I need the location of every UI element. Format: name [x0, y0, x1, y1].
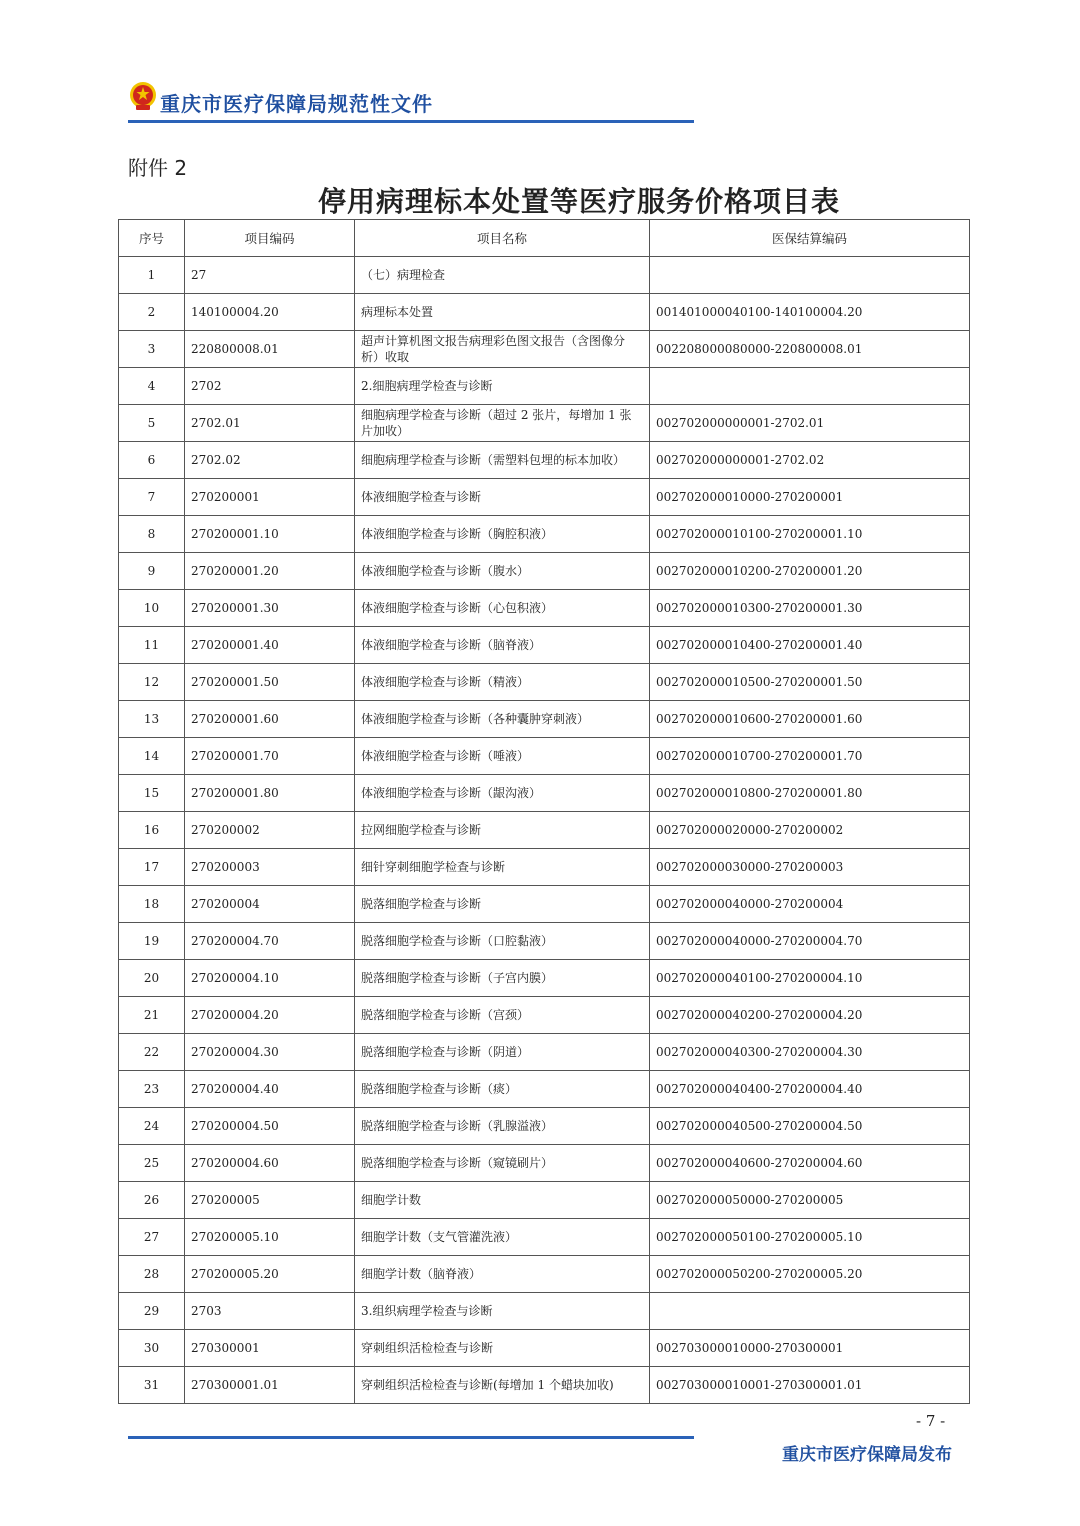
cell-insurance-code: 002703000010001-270300001.01	[650, 1367, 970, 1404]
table-row	[119, 1367, 970, 1404]
cell-code: 270200001.70	[185, 738, 355, 775]
cell-no: 22	[119, 1034, 185, 1071]
page-title: 停用病理标本处置等医疗服务价格项目表	[318, 185, 841, 218]
cell-name: 穿刺组织活检检查与诊断(每增加 1 个蜡块加收)	[355, 1367, 650, 1404]
page-number: - 7 -	[916, 1412, 946, 1430]
cell-insurance-code	[650, 257, 970, 294]
cell-code: 270200005	[185, 1182, 355, 1219]
table-row	[119, 368, 970, 405]
table-row	[119, 1071, 970, 1108]
cell-no: 7	[119, 479, 185, 516]
cell-no: 8	[119, 516, 185, 553]
cell-insurance-code: 002702000010800-270200001.80	[650, 775, 970, 812]
cell-no: 19	[119, 923, 185, 960]
price-items-table	[118, 219, 970, 1404]
cell-name: 病理标本处置	[355, 294, 650, 331]
cell-name: 细胞病理学检查与诊断（超过 2 张片，每增加 1 张片加收）	[355, 405, 650, 442]
cell-code: 2702.02	[185, 442, 355, 479]
table-row	[119, 479, 970, 516]
cell-insurance-code: 002702000050100-270200005.10	[650, 1219, 970, 1256]
cell-name: 细胞学计数	[355, 1182, 650, 1219]
cell-name: 脱落细胞学检查与诊断	[355, 886, 650, 923]
cell-code: 270200003	[185, 849, 355, 886]
table-row	[119, 960, 970, 997]
column-header-name: 项目名称	[355, 220, 650, 257]
cell-no: 12	[119, 664, 185, 701]
cell-name: 细胞学计数（支气管灌洗液）	[355, 1219, 650, 1256]
cell-name: 超声计算机图文报告病理彩色图文报告（含图像分析）收取	[355, 331, 650, 368]
cell-code: 140100004.20	[185, 294, 355, 331]
cell-name: 2.细胞病理学检查与诊断	[355, 368, 650, 405]
cell-code: 270200004.10	[185, 960, 355, 997]
table-row	[119, 1256, 970, 1293]
cell-insurance-code	[650, 1293, 970, 1330]
cell-insurance-code: 002703000010000-270300001	[650, 1330, 970, 1367]
cell-name: 脱落细胞学检查与诊断（宫颈）	[355, 997, 650, 1034]
table-row	[119, 886, 970, 923]
cell-name: 体液细胞学检查与诊断（各种囊肿穿刺液）	[355, 701, 650, 738]
cell-no: 20	[119, 960, 185, 997]
cell-no: 25	[119, 1145, 185, 1182]
table-header-row	[119, 220, 970, 257]
cell-code: 270200004.40	[185, 1071, 355, 1108]
cell-insurance-code: 002702000010600-270200001.60	[650, 701, 970, 738]
cell-code: 270200002	[185, 812, 355, 849]
cell-no: 1	[119, 257, 185, 294]
cell-insurance-code: 002208000080000-220800008.01	[650, 331, 970, 368]
cell-code: 270200004.70	[185, 923, 355, 960]
table-row	[119, 516, 970, 553]
cell-no: 23	[119, 1071, 185, 1108]
cell-name: 脱落细胞学检查与诊断（子宫内膜）	[355, 960, 650, 997]
table-row	[119, 1182, 970, 1219]
cell-name: 细胞学计数（脑脊液）	[355, 1256, 650, 1293]
table-row	[119, 1293, 970, 1330]
cell-code: 270200001.80	[185, 775, 355, 812]
header-title: 重庆市医疗保障局规范性文件	[160, 92, 433, 116]
cell-name: 细针穿刺细胞学检查与诊断	[355, 849, 650, 886]
cell-insurance-code: 002702000040300-270200004.30	[650, 1034, 970, 1071]
table-row	[119, 701, 970, 738]
table-row	[119, 1219, 970, 1256]
cell-code: 2703	[185, 1293, 355, 1330]
table-row	[119, 812, 970, 849]
table-row	[119, 294, 970, 331]
cell-no: 6	[119, 442, 185, 479]
cell-code: 270300001	[185, 1330, 355, 1367]
cell-insurance-code: 002702000010200-270200001.20	[650, 553, 970, 590]
cell-no: 10	[119, 590, 185, 627]
cell-code: 220800008.01	[185, 331, 355, 368]
cell-name: 体液细胞学检查与诊断（龈沟液）	[355, 775, 650, 812]
cell-no: 4	[119, 368, 185, 405]
table-row	[119, 849, 970, 886]
cell-insurance-code: 002702000040100-270200004.10	[650, 960, 970, 997]
cell-no: 15	[119, 775, 185, 812]
publisher: 重庆市医疗保障局发布	[782, 1445, 952, 1465]
cell-no: 28	[119, 1256, 185, 1293]
cell-insurance-code: 002702000050000-270200005	[650, 1182, 970, 1219]
cell-code: 27	[185, 257, 355, 294]
cell-no: 2	[119, 294, 185, 331]
cell-no: 18	[119, 886, 185, 923]
cell-no: 21	[119, 997, 185, 1034]
table-row	[119, 997, 970, 1034]
cell-code: 270200004	[185, 886, 355, 923]
table-row	[119, 775, 970, 812]
cell-no: 13	[119, 701, 185, 738]
table-row	[119, 553, 970, 590]
cell-insurance-code: 002702000010500-270200001.50	[650, 664, 970, 701]
cell-code: 270200004.30	[185, 1034, 355, 1071]
cell-no: 26	[119, 1182, 185, 1219]
cell-no: 24	[119, 1108, 185, 1145]
cell-no: 30	[119, 1330, 185, 1367]
cell-name: 体液细胞学检查与诊断	[355, 479, 650, 516]
column-header-code: 项目编码	[185, 220, 355, 257]
cell-code: 270200001.30	[185, 590, 355, 627]
cell-no: 31	[119, 1367, 185, 1404]
footer-divider	[128, 1436, 694, 1439]
cell-insurance-code: 002702000040200-270200004.20	[650, 997, 970, 1034]
table-row	[119, 331, 970, 368]
table-row	[119, 923, 970, 960]
cell-insurance-code: 002702000040000-270200004.70	[650, 923, 970, 960]
national-emblem-icon	[128, 80, 158, 112]
cell-no: 17	[119, 849, 185, 886]
cell-code: 270200001.10	[185, 516, 355, 553]
document-header	[128, 76, 694, 124]
cell-name: 体液细胞学检查与诊断（心包积液）	[355, 590, 650, 627]
cell-name: 脱落细胞学检查与诊断（窥镜刷片）	[355, 1145, 650, 1182]
cell-no: 16	[119, 812, 185, 849]
cell-insurance-code: 002702000030000-270200003	[650, 849, 970, 886]
table-row	[119, 738, 970, 775]
cell-code: 270200004.60	[185, 1145, 355, 1182]
cell-name: 脱落细胞学检查与诊断（痰）	[355, 1071, 650, 1108]
table-row	[119, 627, 970, 664]
table-row	[119, 442, 970, 479]
cell-code: 2702	[185, 368, 355, 405]
cell-insurance-code: 002702000010300-270200001.30	[650, 590, 970, 627]
cell-insurance-code: 002702000050200-270200005.20	[650, 1256, 970, 1293]
cell-code: 270200001	[185, 479, 355, 516]
cell-insurance-code: 002702000010000-270200001	[650, 479, 970, 516]
cell-no: 27	[119, 1219, 185, 1256]
table-row	[119, 1034, 970, 1071]
cell-insurance-code	[650, 368, 970, 405]
table-row	[119, 1145, 970, 1182]
cell-insurance-code: 002702000010400-270200001.40	[650, 627, 970, 664]
cell-name: 脱落细胞学检查与诊断（阴道）	[355, 1034, 650, 1071]
cell-code: 270200001.40	[185, 627, 355, 664]
cell-insurance-code: 002702000040400-270200004.40	[650, 1071, 970, 1108]
cell-code: 270200001.60	[185, 701, 355, 738]
cell-code: 270300001.01	[185, 1367, 355, 1404]
cell-no: 3	[119, 331, 185, 368]
cell-name: 体液细胞学检查与诊断（唾液）	[355, 738, 650, 775]
table-row	[119, 1330, 970, 1367]
cell-insurance-code: 002702000020000-270200002	[650, 812, 970, 849]
cell-name: 体液细胞学检查与诊断（腹水）	[355, 553, 650, 590]
cell-name: 脱落细胞学检查与诊断（口腔黏液）	[355, 923, 650, 960]
table-body	[119, 257, 970, 1404]
cell-insurance-code: 002702000000001-2702.02	[650, 442, 970, 479]
cell-code: 270200004.50	[185, 1108, 355, 1145]
header-divider	[128, 120, 694, 123]
cell-insurance-code: 001401000040100-140100004.20	[650, 294, 970, 331]
cell-name: 体液细胞学检查与诊断（脑脊液）	[355, 627, 650, 664]
cell-code: 270200001.50	[185, 664, 355, 701]
cell-insurance-code: 002702000040600-270200004.60	[650, 1145, 970, 1182]
cell-code: 270200004.20	[185, 997, 355, 1034]
table-row	[119, 664, 970, 701]
cell-code: 270200005.20	[185, 1256, 355, 1293]
cell-name: 体液细胞学检查与诊断（精液）	[355, 664, 650, 701]
cell-name: 体液细胞学检查与诊断（胸腔积液）	[355, 516, 650, 553]
cell-name: 脱落细胞学检查与诊断（乳腺溢液）	[355, 1108, 650, 1145]
cell-insurance-code: 002702000040000-270200004	[650, 886, 970, 923]
cell-code: 270200001.20	[185, 553, 355, 590]
cell-name: 穿刺组织活检检查与诊断	[355, 1330, 650, 1367]
cell-insurance-code: 002702000010100-270200001.10	[650, 516, 970, 553]
cell-name: 细胞病理学检查与诊断（需塑料包埋的标本加收）	[355, 442, 650, 479]
cell-name: 3.组织病理学检查与诊断	[355, 1293, 650, 1330]
table-row	[119, 257, 970, 294]
cell-no: 29	[119, 1293, 185, 1330]
table-row	[119, 590, 970, 627]
cell-insurance-code: 002702000010700-270200001.70	[650, 738, 970, 775]
attachment-label: 附件 2	[128, 156, 188, 180]
cell-code: 2702.01	[185, 405, 355, 442]
table-row	[119, 405, 970, 442]
cell-no: 5	[119, 405, 185, 442]
cell-no: 9	[119, 553, 185, 590]
column-header-no: 序号	[119, 220, 185, 257]
cell-insurance-code: 002702000040500-270200004.50	[650, 1108, 970, 1145]
column-header-insurance-code: 医保结算编码	[650, 220, 970, 257]
table-row	[119, 1108, 970, 1145]
cell-no: 14	[119, 738, 185, 775]
cell-name: 拉网细胞学检查与诊断	[355, 812, 650, 849]
cell-insurance-code: 002702000000001-2702.01	[650, 405, 970, 442]
cell-name: （七）病理检查	[355, 257, 650, 294]
cell-code: 270200005.10	[185, 1219, 355, 1256]
cell-no: 11	[119, 627, 185, 664]
